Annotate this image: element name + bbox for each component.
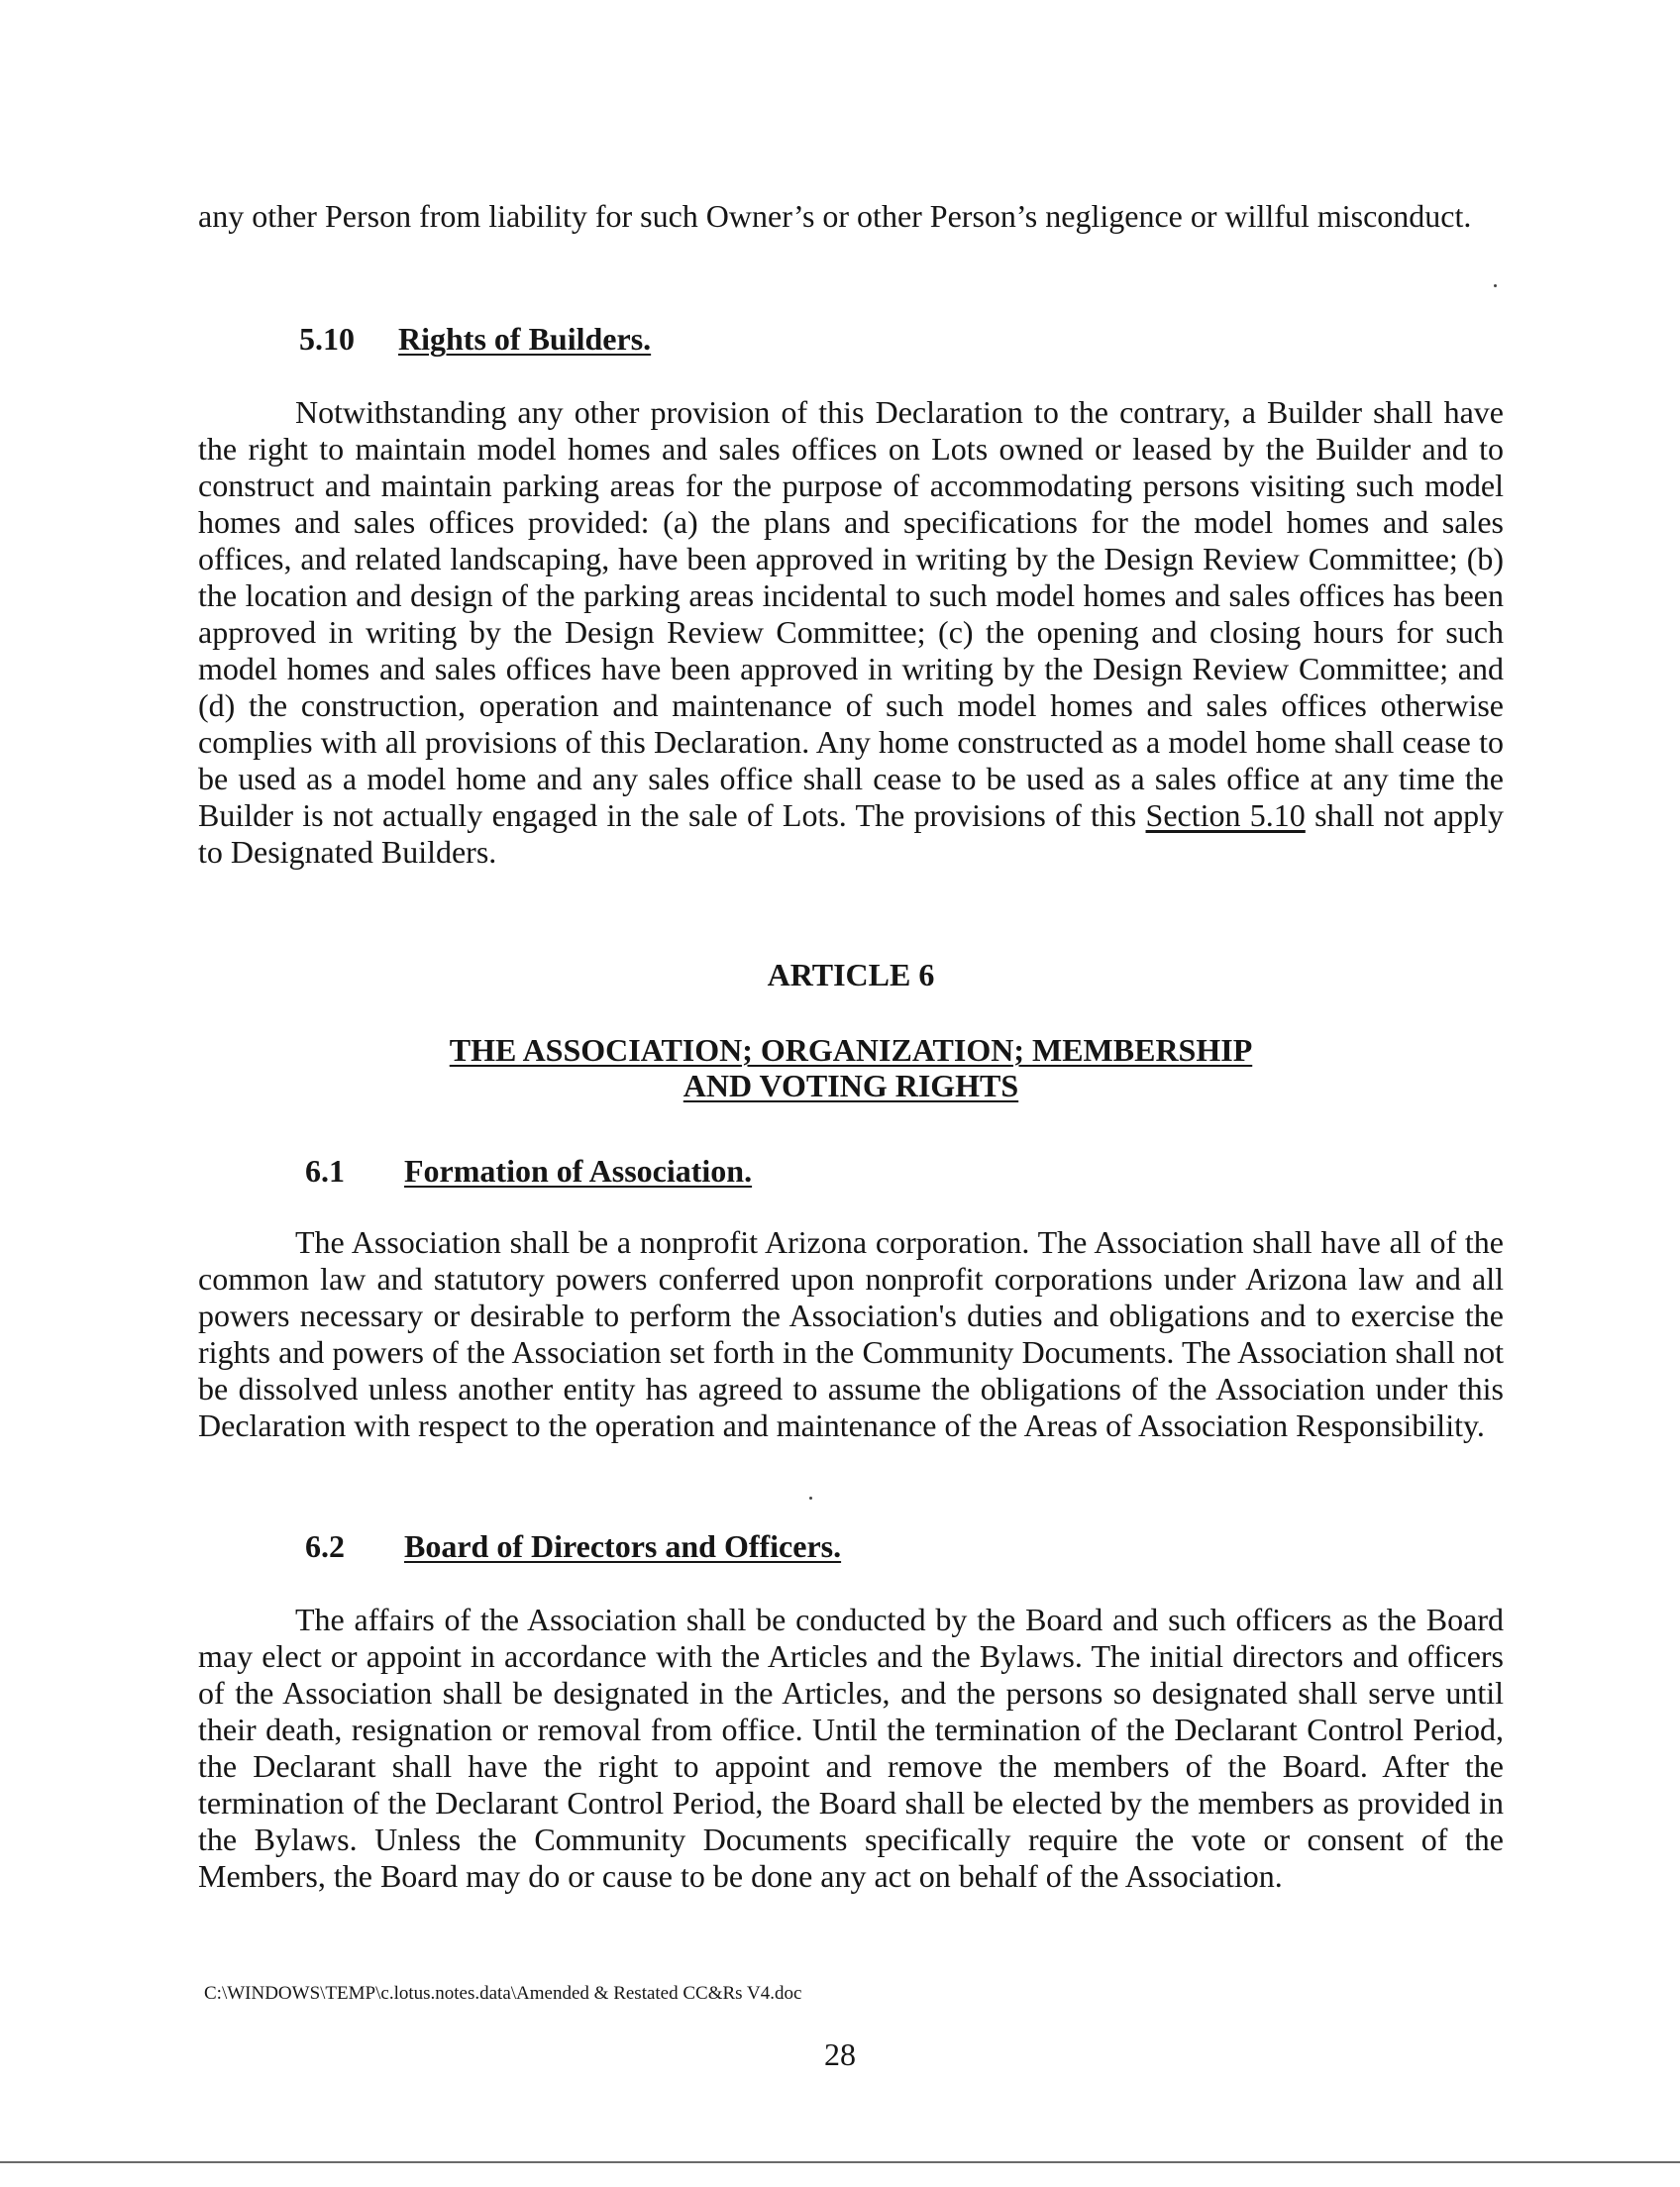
- continuation-text: any other Person from liability for such Owner’s or other Person’s negligence or willful misconduct.: [198, 198, 1472, 234]
- section-5-10-body: [198, 394, 1504, 871]
- section-cross-reference: Section 5.10: [1145, 797, 1306, 833]
- section-number: 5.10: [299, 321, 355, 357]
- section-number: 6.2: [305, 1528, 345, 1564]
- article-title-text-2: AND VOTING RIGHTS: [682, 1068, 1019, 1103]
- continuation-paragraph: [198, 198, 1504, 235]
- article-label: ARTICLE 6: [767, 957, 935, 992]
- section-6-1-heading: [305, 1152, 752, 1190]
- section-6-2-text: The affairs of the Association shall be conducted by the Board and such officers as the Board may elect or appoint in accordance with the Articles and the Bylaws. The initial directors and officers of the Association shall be designated in the Articles, and the persons so designated shall serve until their death, resignation or removal from office. Until the termination of the Declarant Control Period, the Declarant shall have the right to appoint and remove the members of the Board. After the termination of the Declarant Control Period, the Board shall be elected by the members as provided in the Bylaws. Unless the Community Documents specifically require the vote or consent of the Members, the Board may do or cause to be done any act on behalf of the Association.: [198, 1602, 1504, 1894]
- article-title-text-1: THE ASSOCIATION; ORGANIZATION; MEMBERSHIP: [449, 1032, 1253, 1068]
- section-title: Board of Directors and Officers.: [404, 1528, 842, 1564]
- bottom-scan-line: [0, 2161, 1680, 2163]
- section-title: Formation of Association.: [404, 1153, 753, 1189]
- section-title: Rights of Builders.: [398, 321, 652, 357]
- section-6-1-body: [198, 1224, 1504, 1444]
- scan-speck: [1494, 284, 1497, 287]
- section-6-2-heading: [305, 1527, 841, 1565]
- scan-speck: [809, 1497, 812, 1500]
- section-6-1-text: The Association shall be a nonprofit Arizona corporation. The Association shall have all of the common law and statutory powers conferred upon nonprofit corporations under Arizona law and all powers necessary or desirable to perform the Association's duties and obligations and to exercise the rights and powers of the Association set forth in the Community Documents. The Association shall not be dissolved unless another entity has agreed to assume the obligations of the Association under this Declaration with respect to the operation and maintenance of the Areas of Association Responsibility.: [198, 1224, 1504, 1443]
- footer-file-path: C:\WINDOWS\TEMP\c.lotus.notes.data\Amended & Restated CC&Rs V4.doc: [204, 1983, 802, 2004]
- section-number: 6.1: [305, 1153, 345, 1189]
- article-title-line-2: [198, 1068, 1504, 1103]
- section-5-10-heading: [299, 320, 651, 358]
- page-number: 28: [824, 2036, 856, 2072]
- section-5-10-text: Notwithstanding any other provision of this Declaration to the contrary, a Builder shall have the right to maintain model homes and sales offices on Lots owned or leased by the Builder and to construct and maintain parking areas for the purpose of accommodating persons visiting such model homes and sales offices provided: (a) the plans and specifications for the model homes and sales offices, and related landscaping, have been approved in writing by the Design Review Committee; (b) the location and design of the parking areas incidental to such model homes and sales offices has been approved in writing by the Design Review Committee; (c) the opening and closing hours for such model homes and sales offices have been approved in writing by the Design Review Committee; and (d) the construction, operation and maintenance of such model homes and sales offices otherwise complies with all provisions of this Declaration. Any home constructed as a model home shall cease to be used as a model home and any sales office shall cease to be used as a sales office at any time the Builder is not actually engaged in the sale of Lots. The provisions of this: [198, 394, 1504, 833]
- section-6-2-body: [198, 1602, 1504, 1895]
- section-5-10-text-end: shall not apply to Designated Builders.: [198, 797, 1505, 870]
- article-title-line-1: [198, 1032, 1504, 1068]
